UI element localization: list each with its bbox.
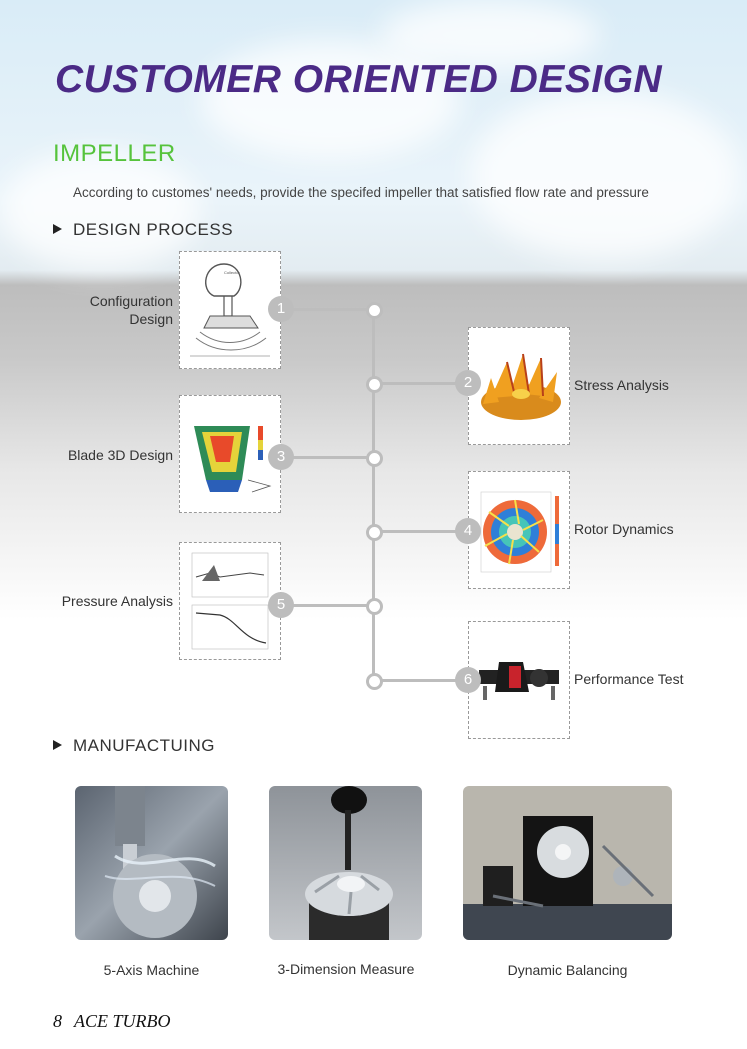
intro-text: According to customes' needs, provide the specifed impeller that satisfied flow rate and pressure xyxy=(73,185,649,200)
connector-line-5 xyxy=(281,604,374,607)
performance-test-image xyxy=(468,621,570,739)
process-node-4 xyxy=(366,524,383,541)
five-axis-machine-caption: 5-Axis Machine xyxy=(103,962,200,978)
manufacturing-heading-text: MANUFACTUING xyxy=(73,736,215,755)
connector-line-1 xyxy=(281,308,374,311)
process-node-6 xyxy=(366,673,383,690)
rotor-dynamics-image xyxy=(468,471,570,589)
manufacturing-heading xyxy=(53,736,215,756)
dynamic-balancing-caption: Dynamic Balancing xyxy=(507,962,628,978)
dynamic-balancing-photo xyxy=(463,786,672,940)
step-2-label: Stress Analysis xyxy=(574,377,669,393)
blade-3d-design-image xyxy=(179,395,281,513)
process-spine-line xyxy=(372,309,375,681)
section-subtitle: IMPELLER xyxy=(53,140,176,167)
step-6-label: Performance Test xyxy=(574,671,684,687)
design-process-heading-text: DESIGN PROCESS xyxy=(73,220,234,239)
step-4-number-badge: 4 xyxy=(455,518,481,544)
stress-analysis-image xyxy=(468,327,570,445)
step-5-label: Pressure Analysis xyxy=(61,593,173,609)
step-1-number-badge: 1 xyxy=(268,296,294,322)
process-node-3 xyxy=(366,450,383,467)
design-process-heading xyxy=(53,220,233,240)
five-axis-machine-photo xyxy=(75,786,228,940)
step-6-number-badge: 6 xyxy=(455,667,481,693)
page-footer xyxy=(53,1011,171,1032)
triangle-bullet-icon xyxy=(53,740,62,750)
step-1-label-line2: Design xyxy=(129,311,173,327)
cloud-decoration xyxy=(470,90,740,260)
step-3-number-badge: 3 xyxy=(268,444,294,470)
three-dimension-measure-photo xyxy=(269,786,422,940)
step-1-label-line1: Configuration xyxy=(89,293,173,309)
step-3-label: Blade 3D Design xyxy=(67,447,173,463)
footer-brand: ACE TURBO xyxy=(74,1011,171,1031)
triangle-bullet-icon xyxy=(53,224,62,234)
three-dimension-measure-caption: 3-Dimension Measure xyxy=(277,961,415,977)
step-4-label: Rotor Dynamics xyxy=(574,521,674,537)
page-title: CUSTOMER ORIENTED DESIGN xyxy=(55,58,663,101)
svg-text:Collector: Collector xyxy=(224,270,240,275)
configuration-design-image xyxy=(179,251,281,369)
connector-line-3 xyxy=(281,456,374,459)
step-1-label xyxy=(60,292,173,328)
process-node-1 xyxy=(366,302,383,319)
step-5-number-badge: 5 xyxy=(268,592,294,618)
cloud-decoration xyxy=(0,150,200,270)
step-2-number-badge: 2 xyxy=(455,370,481,396)
process-node-5 xyxy=(366,598,383,615)
pressure-analysis-image xyxy=(179,542,281,660)
page-number: 8 xyxy=(53,1011,62,1031)
process-node-2 xyxy=(366,376,383,393)
